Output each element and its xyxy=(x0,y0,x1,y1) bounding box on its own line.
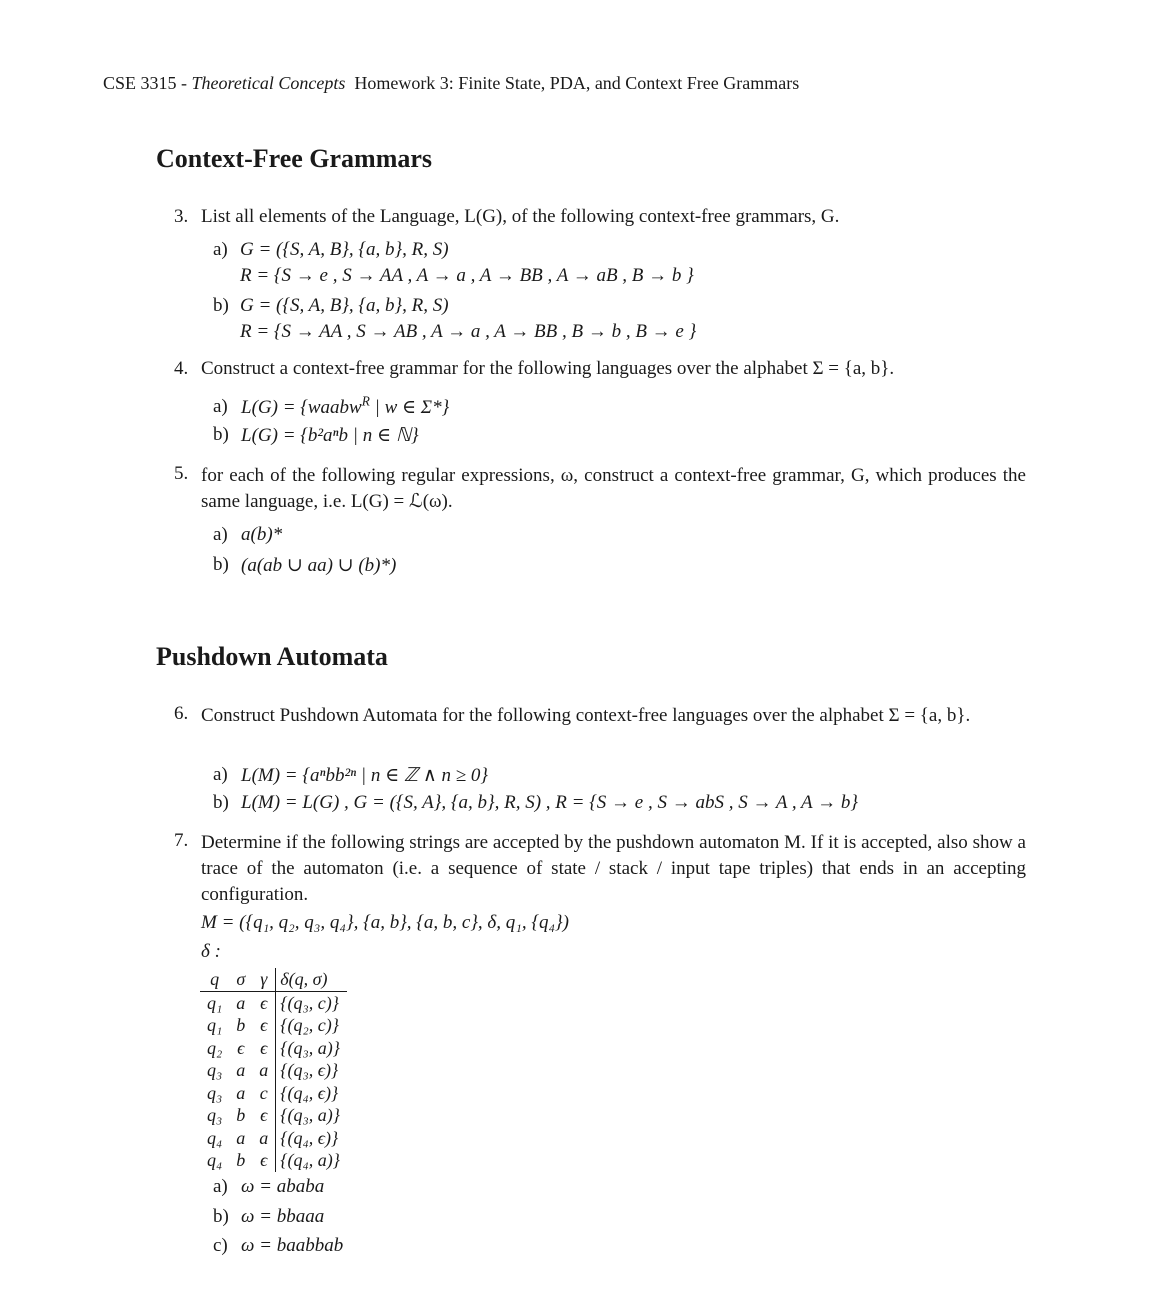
q3b-label: b) xyxy=(213,295,229,316)
cell-input: ϵ xyxy=(237,1037,245,1058)
q3a-grammar: G = ({S, A, B}, {a, b}, R, S) xyxy=(240,239,449,260)
table-row xyxy=(200,1014,347,1037)
question-4-number: 4. xyxy=(174,358,189,379)
question-5-number: 5. xyxy=(174,463,189,484)
col-header-state: q xyxy=(200,968,229,991)
cell-transition: {(q₃, c)} xyxy=(276,991,347,1014)
cell-state: q₃ xyxy=(207,1060,223,1081)
q4a-rest: | w ∈ Σ*} xyxy=(369,397,450,418)
cell-transition: {(q₄, a)} xyxy=(276,1149,347,1172)
q6b-label: b) xyxy=(213,792,229,813)
course-code: CSE 3315 - xyxy=(103,73,192,93)
cell-input: a xyxy=(236,1127,246,1148)
question-7-number: 7. xyxy=(174,830,189,851)
cell-stack: ϵ xyxy=(260,1037,268,1058)
question-7-text: Determine if the following strings are accepted by the pushdown automaton M. If it is accepted, also show a trace of the automaton (i.e. a sequence of state / stack / input tape triples) that ends in an accepting configuration. xyxy=(201,832,1026,905)
cell-transition: {(q₄, ϵ)} xyxy=(276,1127,347,1150)
page-header xyxy=(103,73,799,94)
cell-transition: {(q₂, c)} xyxy=(276,1014,347,1037)
question-3-text: List all elements of the Language, L(G), of the following context-free grammars, G. xyxy=(201,206,840,227)
q6a-language: L(M) = {aⁿbb²ⁿ | n ∈ ℤ ∧ n ≥ 0} xyxy=(241,765,488,786)
table-header-row xyxy=(200,968,347,991)
q7-machine-definition: M = ({q₁, q₂, q₃, q₄}, {a, b}, {a, b, c}, δ, q₁, {q₄}) xyxy=(201,912,569,933)
q5a-regex: a(b)* xyxy=(241,524,283,545)
q3a-label: a) xyxy=(213,239,228,260)
q4a-main: L(G) = {waabw xyxy=(241,397,362,418)
q5b-regex: (a(ab ∪ aa) ∪ (b)*) xyxy=(241,555,397,576)
cell-input: b xyxy=(236,1015,246,1036)
cell-stack: ϵ xyxy=(260,1150,268,1171)
cell-transition: {(q₄, ϵ)} xyxy=(276,1082,347,1105)
table-row xyxy=(200,1037,347,1060)
homework-title: Homework 3: Finite State, PDA, and Context Free Grammars xyxy=(354,73,800,93)
q3b-grammar: G = ({S, A, B}, {a, b}, R, S) xyxy=(240,295,449,316)
cell-stack: ϵ xyxy=(260,1105,268,1126)
q3a-rules: R = {S → e , S → AA , A → a , A → BB , A → aB , B → b } xyxy=(240,265,694,286)
table-row xyxy=(200,1104,347,1127)
question-5-text: for each of the following regular expressions, ω, construct a context-free grammar, G, which produces the same language, i.e. L(G) = ℒ(ω). xyxy=(201,465,1026,512)
table-row xyxy=(200,1059,347,1082)
q4b-language: L(G) = {b²aⁿb | n ∈ ℕ} xyxy=(241,425,419,446)
cell-stack: c xyxy=(259,1082,268,1103)
cell-input: b xyxy=(236,1105,246,1126)
cell-input: b xyxy=(236,1150,246,1171)
cell-state: q₃ xyxy=(207,1105,223,1126)
cell-input: a xyxy=(236,992,246,1013)
q7a-label: a) xyxy=(213,1176,228,1197)
transition-table xyxy=(200,968,347,1172)
q7c-string: ω = baabbab xyxy=(241,1235,344,1256)
cell-transition: {(q₃, a)} xyxy=(276,1104,347,1127)
cell-state: q₁ xyxy=(207,1015,223,1036)
cell-transition: {(q₃, a)} xyxy=(276,1037,347,1060)
section-title-cfg: Context-Free Grammars xyxy=(156,144,433,173)
question-3-number: 3. xyxy=(174,206,189,227)
question-4-text: Construct a context-free grammar for the following languages over the alphabet Σ = {a, b}. xyxy=(201,358,895,379)
q6a-label: a) xyxy=(213,764,228,785)
cell-state: q₂ xyxy=(207,1037,223,1058)
col-header-transition: δ(q, σ) xyxy=(276,968,347,991)
q7b-string: ω = bbaaa xyxy=(241,1206,325,1227)
course-name: Theoretical Concepts xyxy=(191,73,346,93)
q3b-rules: R = {S → AA , S → AB , A → a , A → BB , B → b , B → e } xyxy=(240,321,697,342)
cell-state: q₄ xyxy=(207,1150,223,1171)
cell-stack: a xyxy=(259,1060,269,1081)
cell-state: q₄ xyxy=(207,1127,223,1148)
cell-state: q₃ xyxy=(207,1082,223,1103)
cell-input: a xyxy=(236,1060,246,1081)
cell-state: q₁ xyxy=(207,992,223,1013)
cell-stack: ϵ xyxy=(260,992,268,1013)
col-header-input: σ xyxy=(229,968,252,991)
cell-stack: a xyxy=(259,1127,269,1148)
question-6-text: Construct Pushdown Automata for the following context-free languages over the alphabet Σ = {a, b}. xyxy=(201,705,971,726)
q4b-label: b) xyxy=(213,424,229,445)
q7c-label: c) xyxy=(213,1235,228,1256)
cell-transition: {(q₃, ϵ)} xyxy=(276,1059,347,1082)
table-row xyxy=(200,1127,347,1150)
section-title-pda: Pushdown Automata xyxy=(156,642,388,671)
col-header-stack: γ xyxy=(252,968,276,991)
q5b-label: b) xyxy=(213,554,229,575)
question-6-number: 6. xyxy=(174,703,189,724)
q6b-language: L(M) = L(G) , G = ({S, A}, {a, b}, R, S) , R = {S → e , S → abS , S → A , A → b} xyxy=(241,792,858,813)
table-row xyxy=(200,991,347,1014)
q7b-label: b) xyxy=(213,1206,229,1227)
q4a-label: a) xyxy=(213,396,228,417)
cell-input: a xyxy=(236,1082,246,1103)
table-row xyxy=(200,1082,347,1105)
cell-stack: ϵ xyxy=(260,1015,268,1036)
table-row xyxy=(200,1149,347,1172)
q7-delta-label: δ : xyxy=(201,941,221,962)
q4a-sup: R xyxy=(361,393,370,409)
q5a-label: a) xyxy=(213,524,228,545)
q4a-language xyxy=(241,393,450,419)
q7a-string: ω = ababa xyxy=(241,1176,325,1197)
